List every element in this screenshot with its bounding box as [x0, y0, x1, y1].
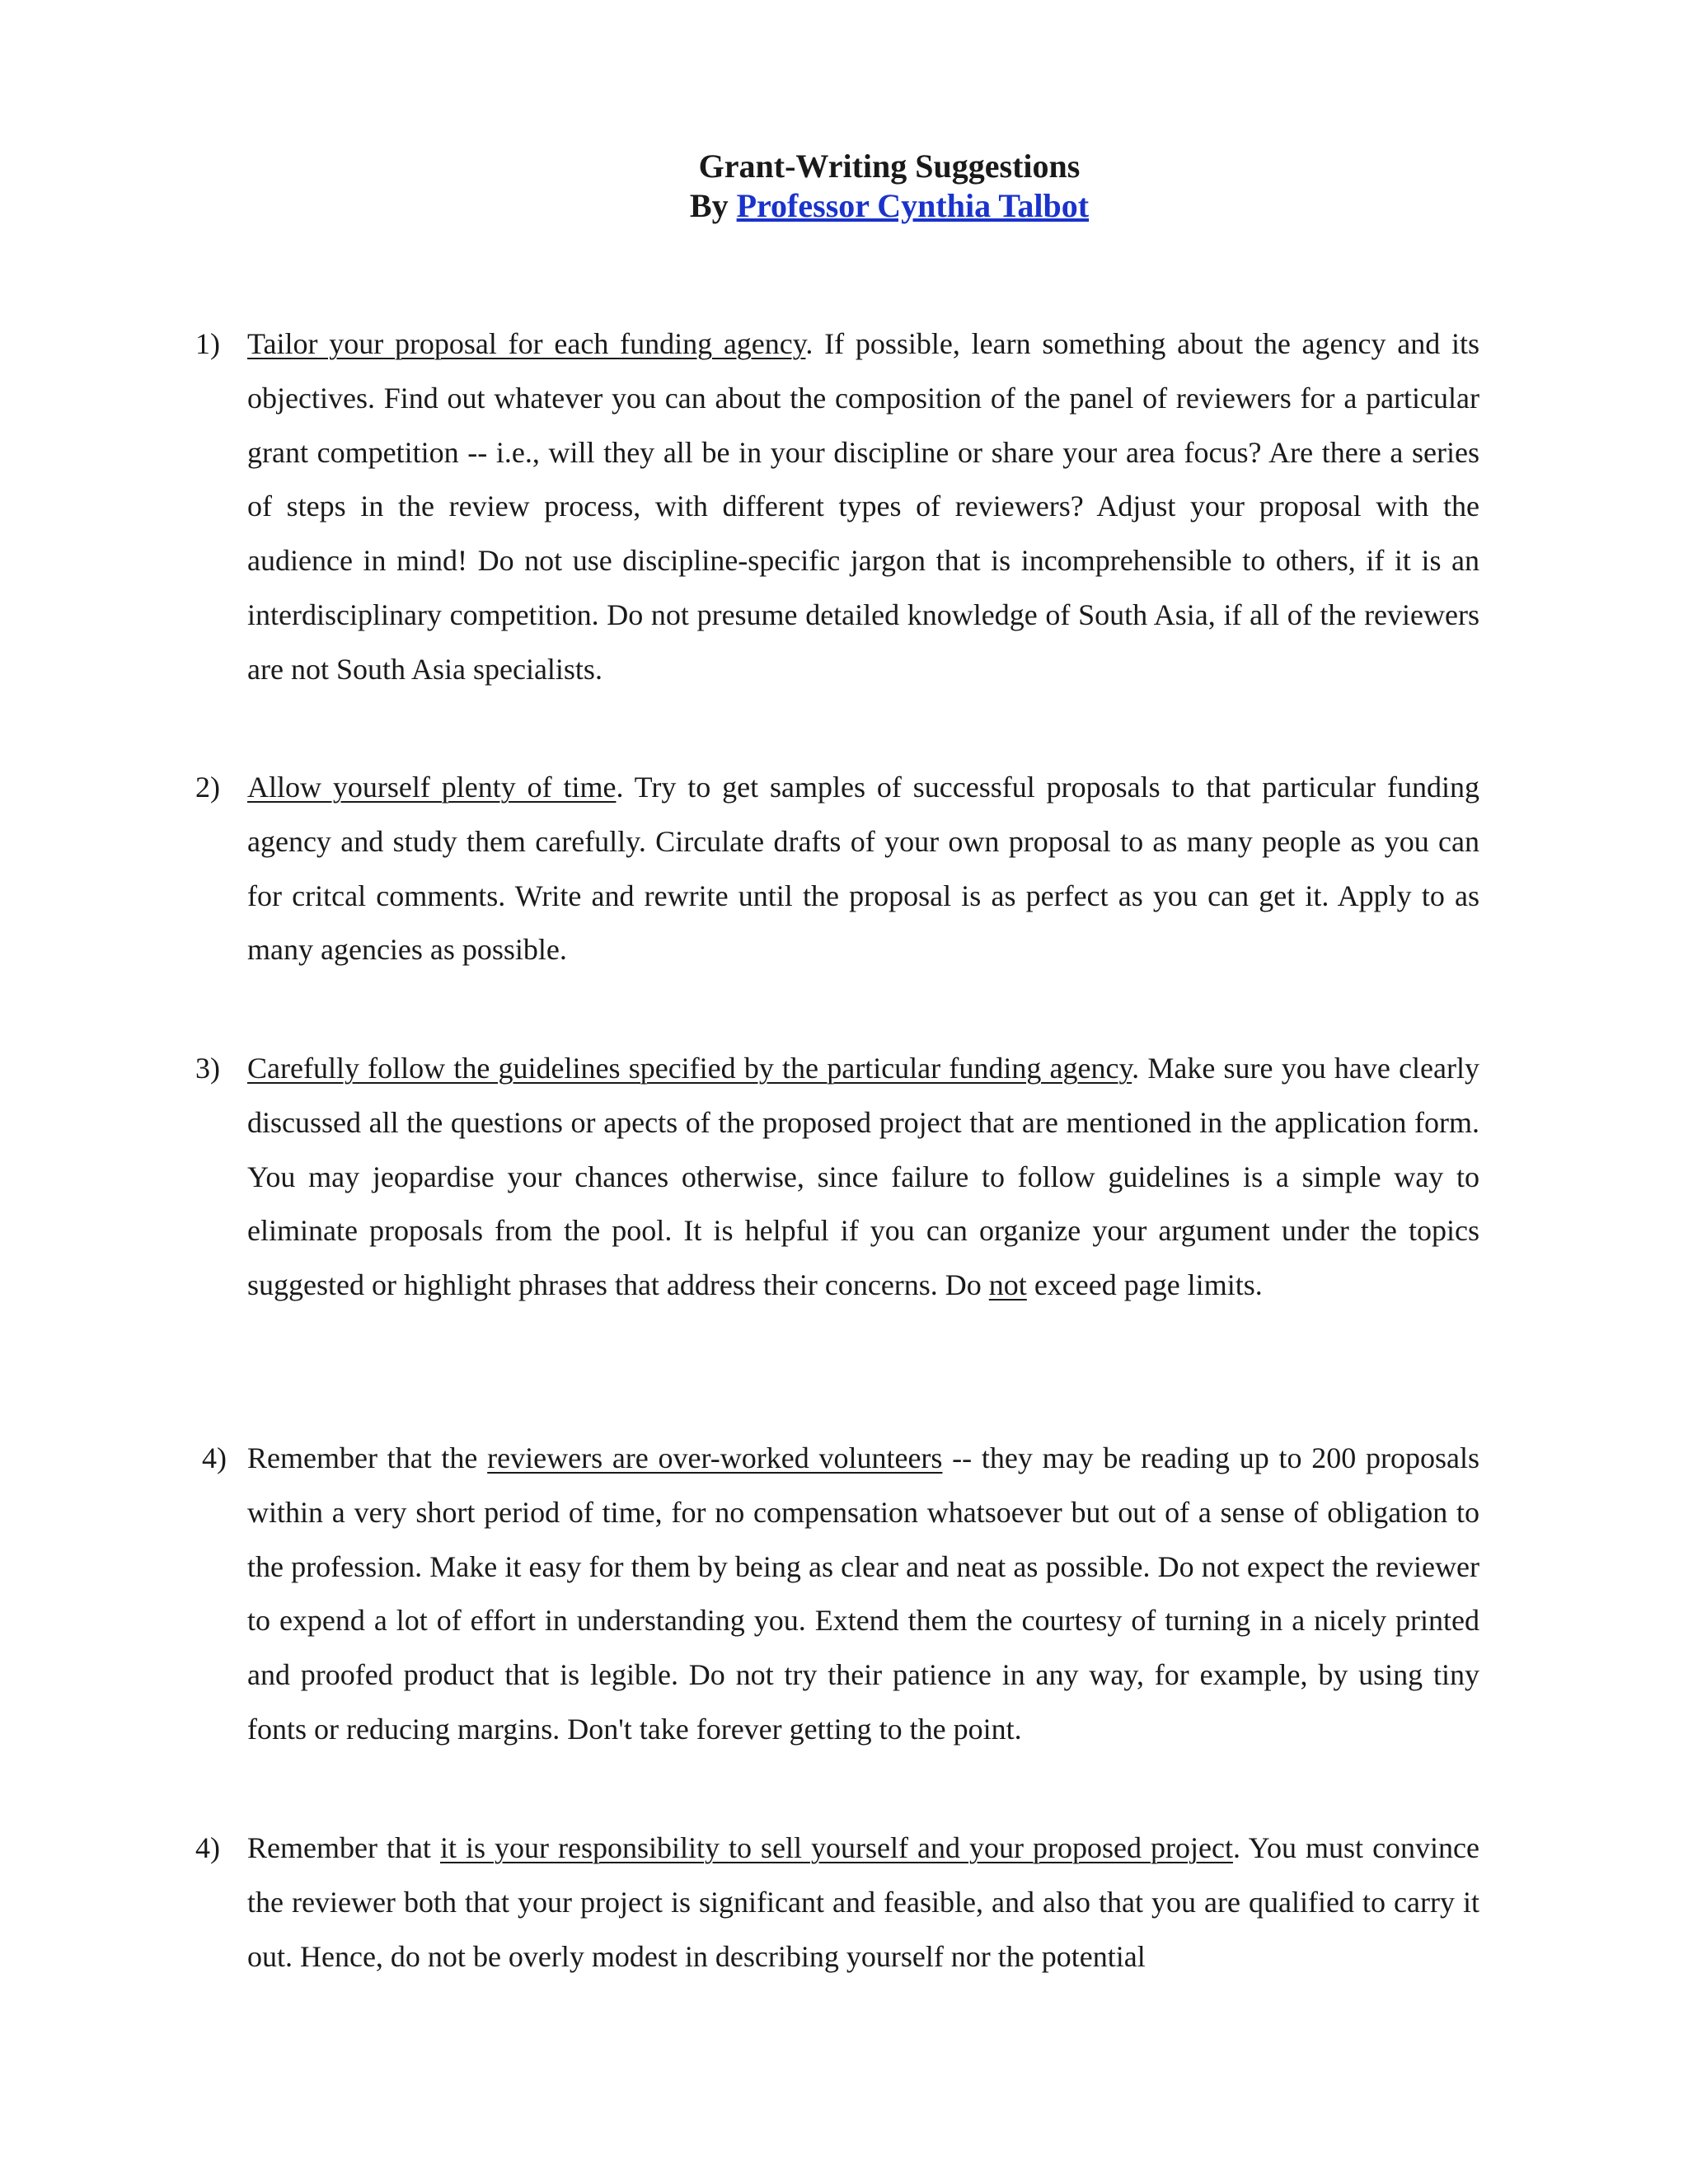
byline-prefix: By — [689, 187, 737, 224]
page-title: Grant-Writing Suggestions — [698, 148, 1081, 185]
item-tail: exceed page limits. — [1026, 1268, 1263, 1302]
suggestion-item — [195, 761, 1479, 977]
item-lead: reviewers are over-worked volunteers — [487, 1441, 943, 1474]
item-text: . Try to get samples of successful proposals to that particular funding agency and study them carefully. Circulate drafts of your own proposal to as many people as you can for critcal comments. Write and rewrite until the proposal is as perfect as you can get it. Apply to as many agencies as possible. — [247, 771, 1479, 967]
item-pre: Remember that the — [247, 1441, 488, 1474]
item-number: 2) — [195, 771, 220, 804]
item-text: . Make sure you have clearly discussed all the questions or apects of the proposed project that are mentioned in the application form. You may jeopardise your chances otherwise, since failure to follow guidelines is a simple way to eliminate proposals from the pool. It is helpful if you can organize your argument under the topics suggested or highlight phrases that address their concerns. Do — [247, 1052, 1479, 1302]
item-lead: Allow yourself plenty of time — [247, 771, 617, 804]
suggestion-item — [195, 317, 1479, 697]
item-lead: Carefully follow the guidelines specified by the particular funding agency — [247, 1052, 1132, 1085]
item-emphasis: not — [988, 1268, 1027, 1302]
item-number: 4) — [202, 1441, 227, 1474]
suggestion-item — [202, 1432, 1480, 1757]
suggestion-item — [195, 1042, 1479, 1313]
title-block — [0, 147, 1688, 226]
item-text: . You must convince the reviewer both that your project is significant and feasible, and also that you are qualified to carry it out. Hence, do not be overly modest in describing yourself nor the potential — [247, 1831, 1480, 1973]
item-lead: Tailor your proposal for each funding agency — [247, 327, 806, 360]
byline — [0, 186, 1688, 226]
item-number: 4) — [195, 1831, 220, 1864]
author-link[interactable]: Professor Cynthia Talbot — [736, 187, 1090, 224]
item-number: 1) — [195, 327, 220, 360]
item-lead: it is your responsibility to sell yourself and your proposed project — [439, 1831, 1233, 1864]
item-text: -- they may be reading up to 200 proposals within a very short period of time, for no compensation whatsoever but out of a sense of obligation to the profession. Make it easy for them by being as clear and neat as possible. Do not expect the reviewer to expend a lot of effort in understanding you. Extend them the courtesy of turning in a nicely printed and proofed product that is legible. Do not try their patience in any way, for example, by using tiny fonts or reducing margins. Don't take forever getting to the point. — [247, 1441, 1480, 1746]
item-number: 3) — [195, 1052, 220, 1085]
item-pre: Remember that — [247, 1831, 440, 1864]
item-text: . If possible, learn something about the agency and its objectives. Find out whatever you can about the composition of the panel of reviewers for a particular grant competition -- i.e., will they all be in your discipline or share your area focus? Are there a series of steps in the review process, with different types of reviewers? Adjust your proposal with the audience in mind! Do not use discipline-specific jargon that is incomprehensible to others, if it is an interdisciplinary competition. Do not presume detailed knowledge of South Asia, if all of the reviewers are not South Asia specialists. — [247, 327, 1479, 686]
suggestion-item — [195, 1821, 1480, 1984]
